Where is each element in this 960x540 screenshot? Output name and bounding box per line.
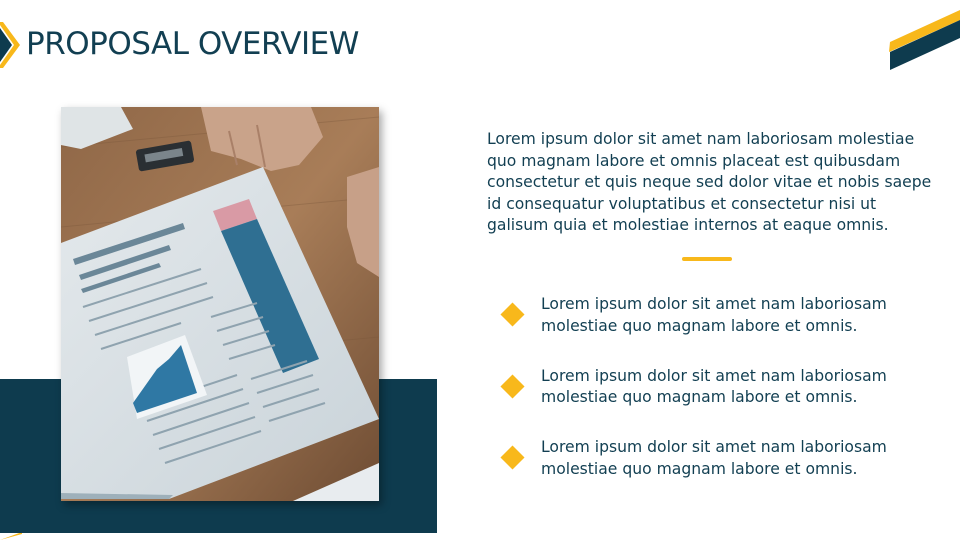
- list-item: [500, 437, 940, 509]
- diamond-bullet-icon: [500, 374, 524, 398]
- title-chevron-decoration: [0, 22, 22, 68]
- bullet-list: [500, 294, 940, 509]
- section-divider: [682, 257, 732, 261]
- list-item: [500, 366, 940, 438]
- bullet-text: Lorem ipsum dolor sit amet nam laboriosam molestiae quo magnam labore et omnis.: [541, 295, 887, 335]
- slide-title: PROPOSAL OVERVIEW: [26, 26, 359, 62]
- bullet-text: Lorem ipsum dolor sit amet nam laboriosam molestiae quo magnam labore et omnis.: [541, 438, 887, 478]
- list-item: [500, 294, 940, 366]
- document-desk-photo: [61, 107, 379, 501]
- intro-paragraph: Lorem ipsum dolor sit amet nam laboriosam molestiae quo magnam labore et omnis placeat est quibusdam consectetur et quis neque sed dolor vitae et nobis saepe id consequatur voluptatibus et consectetur nisi ut galisum quia et molestiae internos at eaque omnis.: [487, 130, 932, 235]
- diamond-bullet-icon: [500, 445, 524, 469]
- bullet-text: Lorem ipsum dolor sit amet nam laboriosam molestiae quo magnam labore et omnis.: [541, 366, 887, 407]
- corner-ribbon-decoration: [884, 6, 960, 72]
- diamond-bullet-icon: [500, 302, 524, 326]
